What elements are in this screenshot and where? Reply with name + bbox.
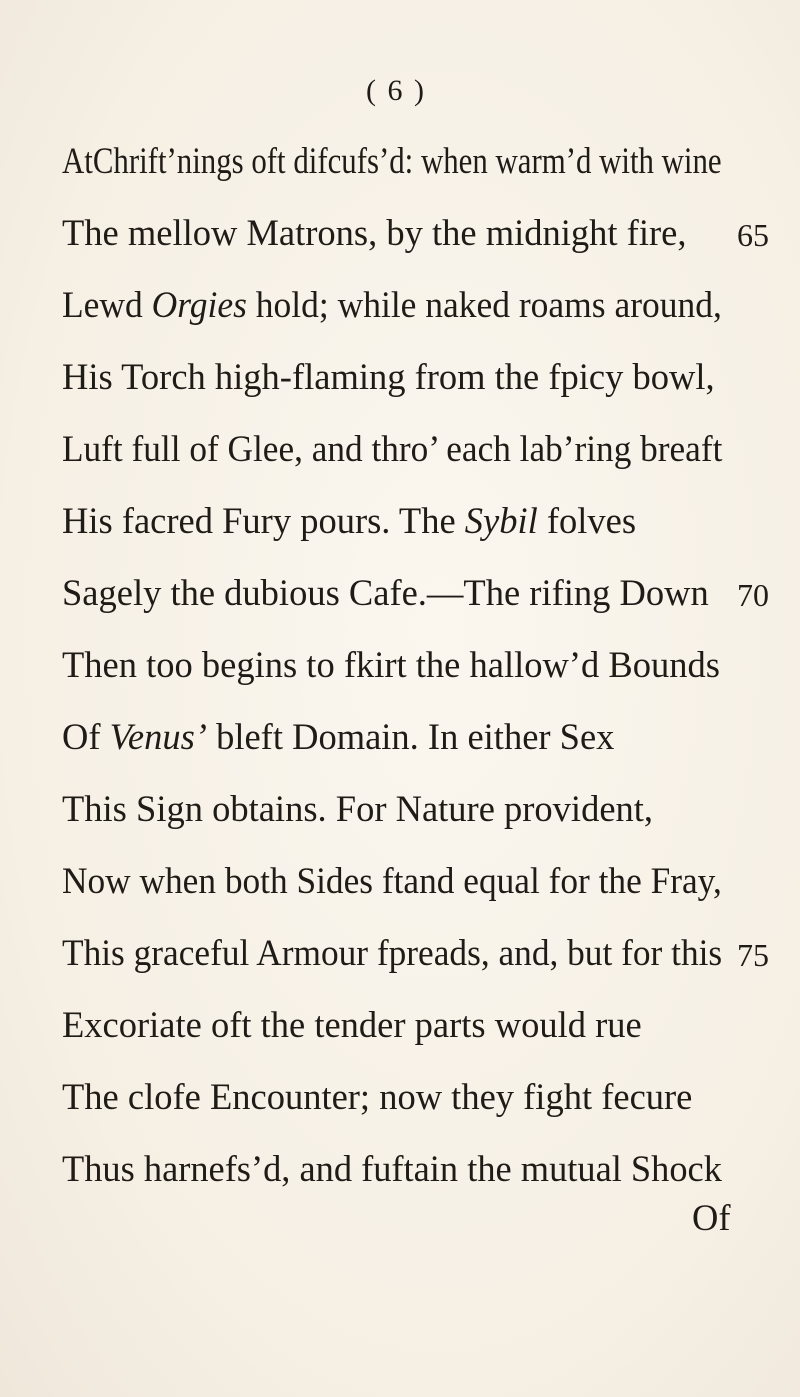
verse-text: Of — [62, 716, 110, 757]
verse-line: Thus harnefs’d, and fuftain the mutual Shock — [62, 1148, 722, 1189]
verse-line: Now when both Sides ftand equal for the Fray, — [62, 860, 722, 901]
verse-line: Excoriate oft the tender parts would rue — [62, 1004, 642, 1045]
verse-line: Then too begins to fkirt the hallow’d Bounds — [62, 644, 720, 685]
line-number: 70 — [737, 577, 769, 613]
italic-word: Sybil — [464, 500, 538, 541]
verse-line: This graceful Armour fpreads, and, but for this — [62, 932, 723, 973]
verse-line: His Torch high-flaming from the fpicy bowl, — [62, 356, 715, 397]
italic-word: Venus’ — [109, 716, 207, 757]
verse-line: The mellow Matrons, by the midnight fire, — [62, 212, 687, 253]
verse-line: This Sign obtains. For Nature provident, — [62, 788, 654, 829]
verse-line — [62, 499, 636, 543]
catchword: Of — [692, 1197, 731, 1238]
verse-text: His facred Fury pours. The — [62, 500, 465, 541]
line-number: 75 — [737, 937, 769, 973]
italic-word: Orgies — [151, 284, 247, 325]
page-number: ( 6 ) — [366, 74, 426, 107]
verse-text: hold; while naked roams around, — [246, 284, 722, 325]
verse-line: The clofe Encounter; now they fight fecure — [62, 1076, 693, 1117]
verse-line: Luft full of Glee, and thro’ each lab’ring breaft — [62, 428, 723, 469]
verse-text: folves — [537, 500, 637, 541]
verse-line: Sagely the dubious Cafe.—The rifing Down — [62, 572, 709, 613]
verse-text: Lewd — [62, 284, 152, 325]
verse-line: AtChrift’nings oft difcufs’d: when warm’d with wine — [62, 140, 722, 181]
line-number: 65 — [737, 217, 769, 253]
verse-line — [62, 283, 722, 327]
verse-line — [62, 715, 614, 759]
verse-text: bleft Domain. In either Sex — [206, 716, 615, 757]
